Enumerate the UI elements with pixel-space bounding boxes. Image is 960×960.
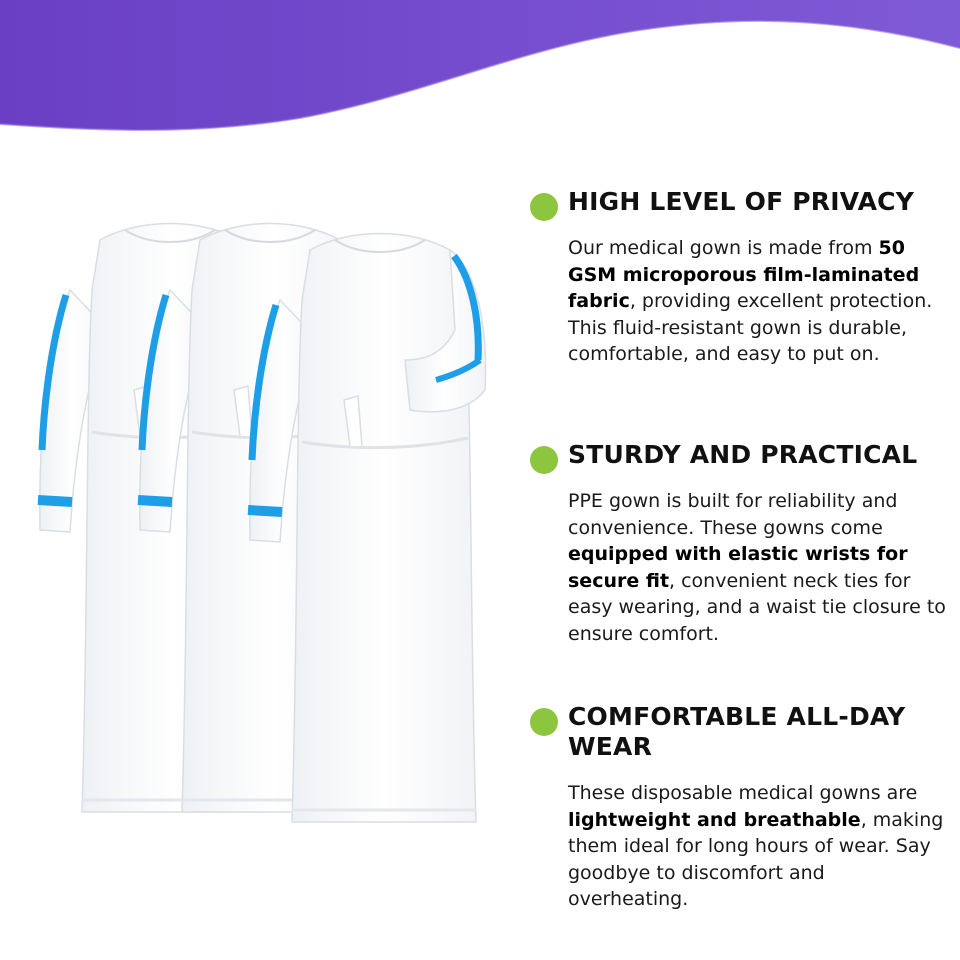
feature-title: COMFORTABLE ALL-DAY WEAR <box>568 702 906 761</box>
feature-privacy <box>530 187 950 368</box>
green-dot-bullet-icon <box>530 708 558 736</box>
feature-description: These disposable medical gowns are lightweight and breathable, making them ideal for long hours of wear. Say goodbye to discomfort and overheating. <box>568 782 944 910</box>
feature-comfortable-wear <box>530 702 950 913</box>
header-wave-decoration <box>0 0 960 140</box>
medical-gowns-image <box>0 180 540 840</box>
feature-sturdy-practical <box>530 440 950 647</box>
green-dot-bullet-icon <box>530 193 558 221</box>
feature-title: HIGH LEVEL OF PRIVACY <box>568 187 914 216</box>
green-dot-bullet-icon <box>530 446 558 474</box>
feature-description: Our medical gown is made from 50 GSM microporous film-laminated fabric, providing excellent protection. This fluid-resistant gown is durable, comfortable, and easy to put on. <box>568 237 933 365</box>
feature-description: PPE gown is built for reliability and convenience. These gowns come equipped with elastic wrists for secure fit, convenient neck ties for easy wearing, and a waist tie closure to ensure comfort. <box>568 490 946 645</box>
feature-title: STURDY AND PRACTICAL <box>568 440 918 469</box>
